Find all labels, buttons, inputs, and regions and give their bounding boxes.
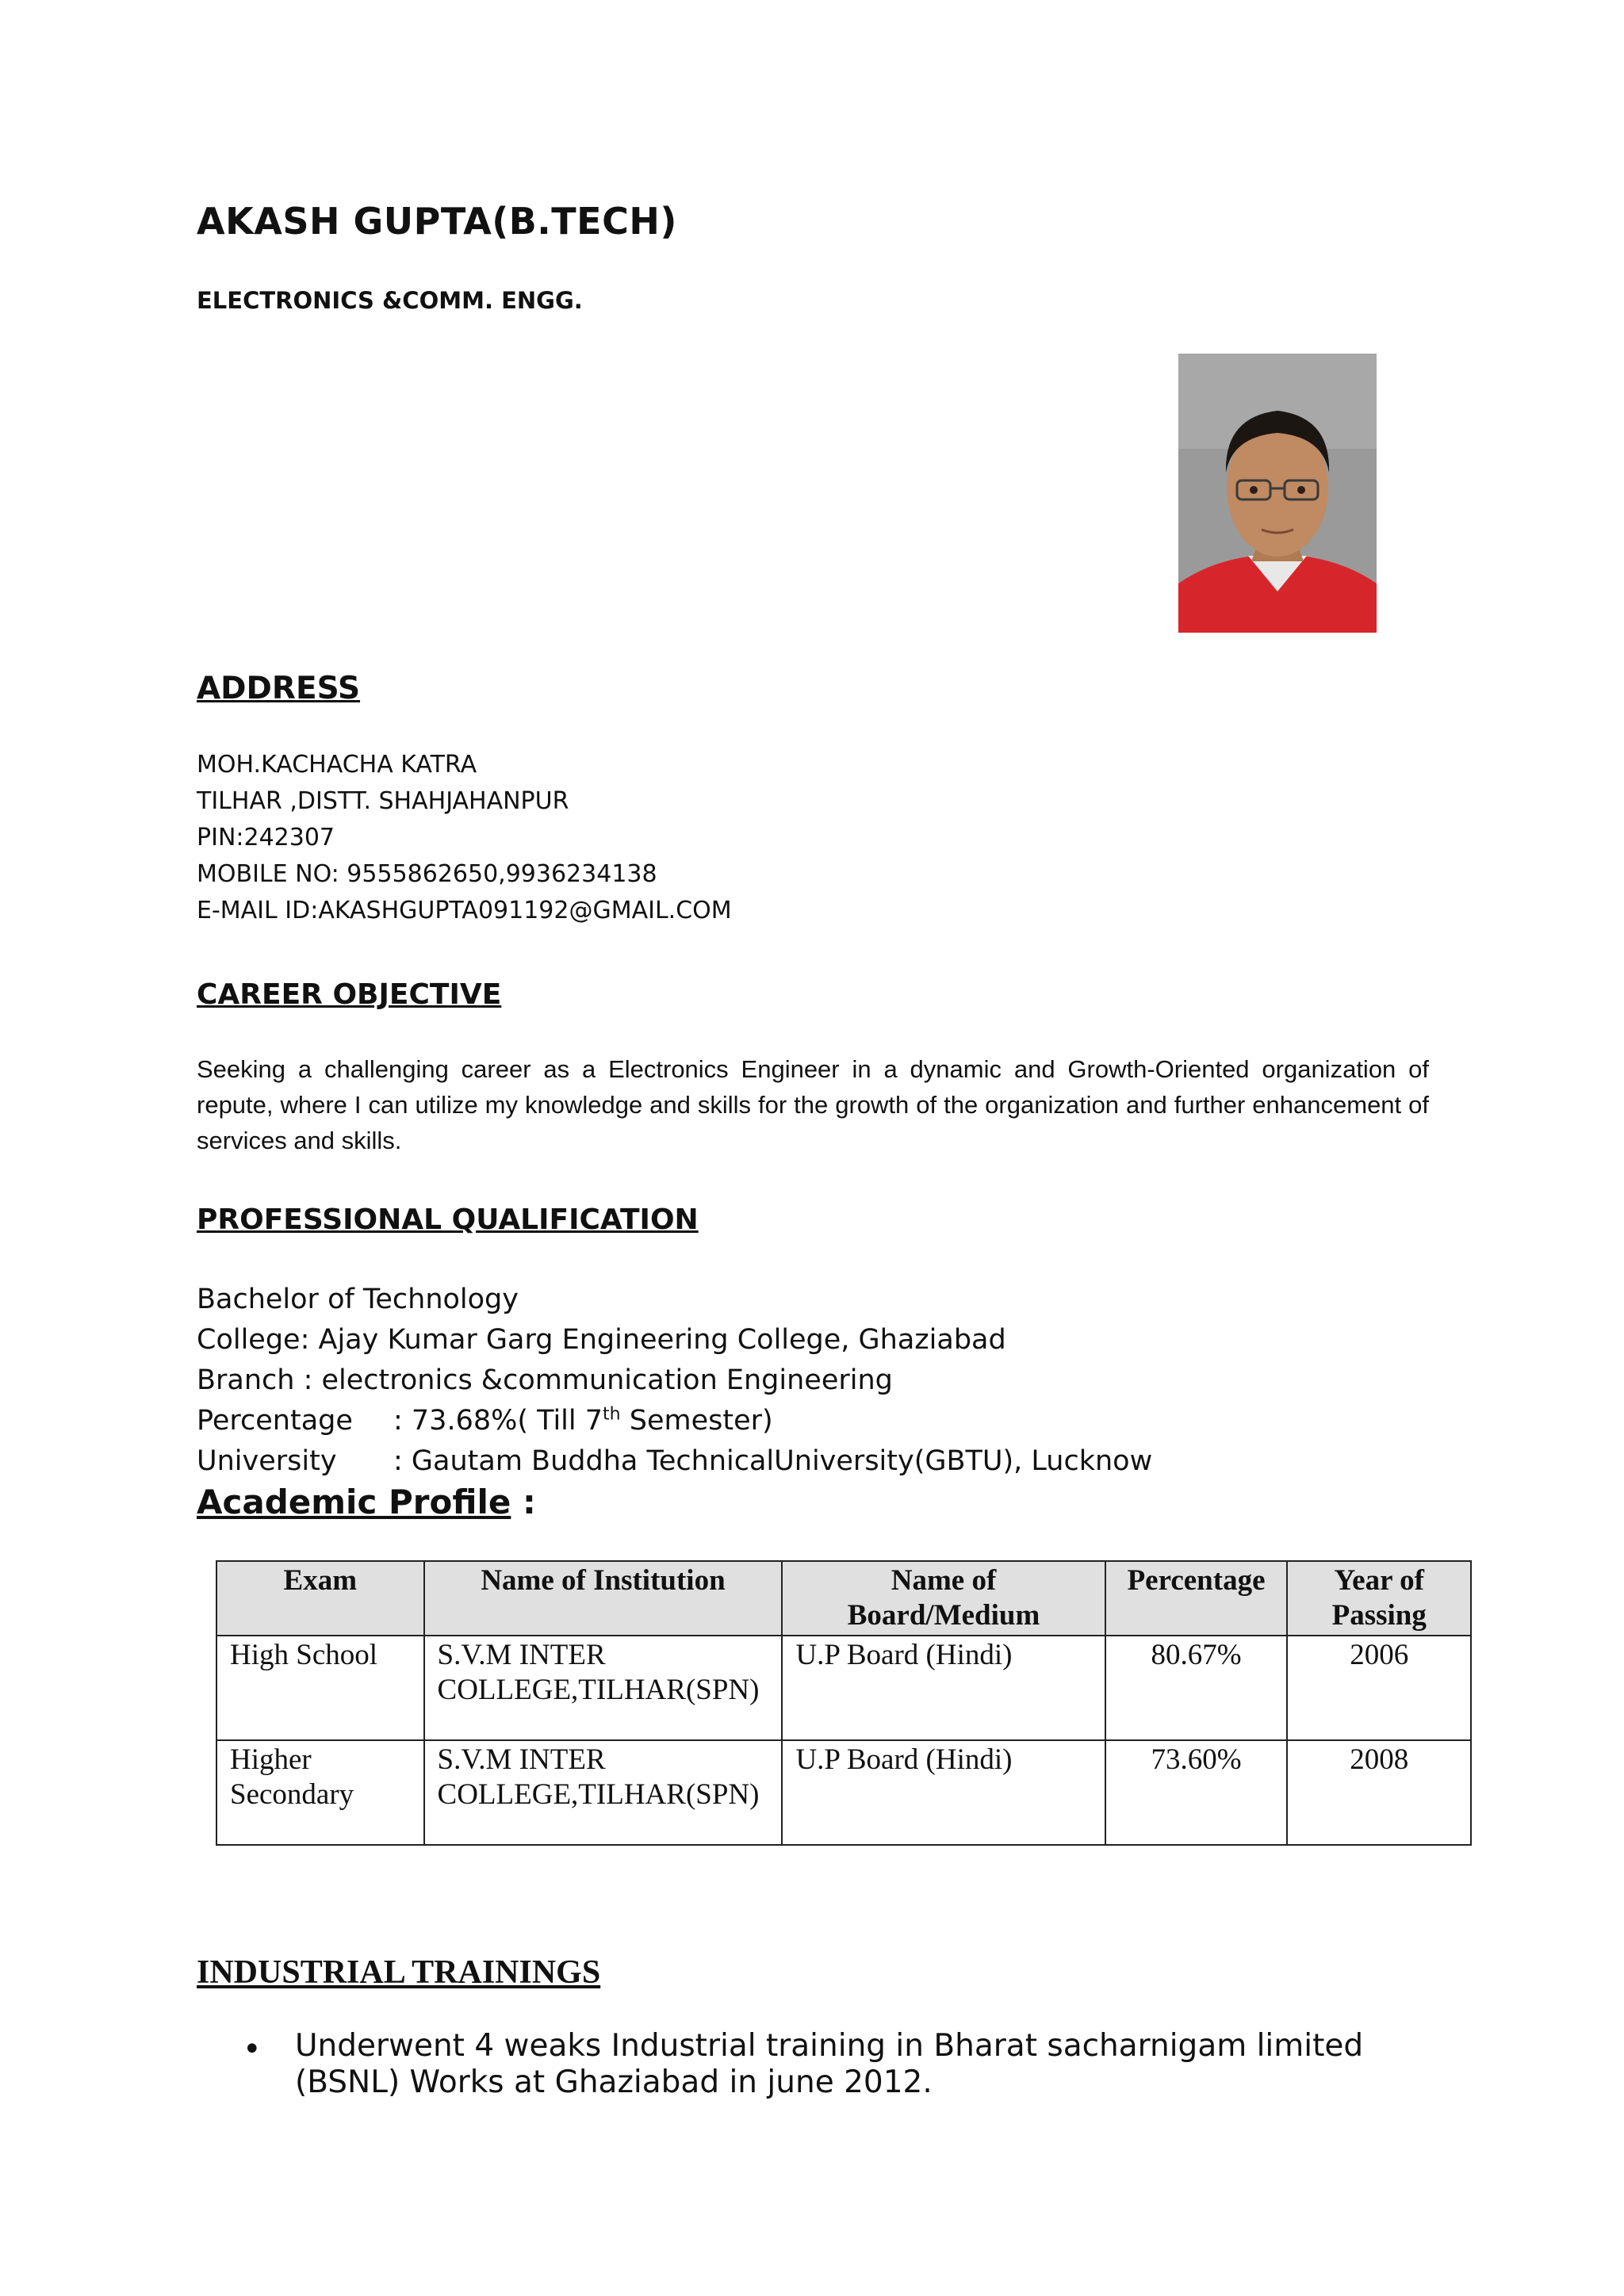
university-row <box>197 1441 1152 1482</box>
address-line: TILHAR ,DISTT. SHAHJAHANPUR <box>197 787 569 815</box>
address-line: PIN:242307 <box>197 824 335 851</box>
college: College: Ajay Kumar Garg Engineering College, Ghaziabad <box>197 1324 1006 1356</box>
address-heading: ADDRESS <box>197 671 361 706</box>
branch: Branch : electronics &communication Engineering <box>197 1364 893 1396</box>
cell-board: U.P Board (Hindi) <box>782 1636 1105 1740</box>
cell-year: 2008 <box>1287 1740 1471 1845</box>
table-row <box>216 1740 1471 1845</box>
cell-year: 2006 <box>1287 1636 1471 1740</box>
superscript: th <box>603 1404 621 1425</box>
training-item-label: Underwent 4 weaks Industrial training in Bharat sacharnigam limited (BSNL) Works at Ghaziabad in june 2012. <box>295 2028 1364 2100</box>
candidate-branch: ELECTRONICS &COMM. ENGG. <box>197 287 583 314</box>
cell-exam: Higher Secondary <box>216 1740 424 1845</box>
cell-exam: High School <box>216 1636 424 1740</box>
career-heading: CAREER OBJECTIVE <box>197 978 502 1011</box>
table-row <box>216 1636 1471 1740</box>
academic-title: Academic Profile <box>197 1483 511 1521</box>
profile-photo <box>1178 354 1377 633</box>
percentage-row <box>197 1401 1152 1441</box>
cell-institution: S.V.M INTER COLLEGE,TILHAR(SPN) <box>424 1636 783 1740</box>
col-header-exam: Exam <box>216 1561 424 1636</box>
academic-table <box>216 1560 1472 1846</box>
candidate-name: AKASH GUPTA(B.TECH) <box>197 200 677 243</box>
col-header-year: Year of Passing <box>1287 1561 1471 1636</box>
cell-percentage: 73.60% <box>1105 1740 1288 1845</box>
col-header-board: Name of Board/Medium <box>782 1561 1105 1636</box>
university-value: : Gautam Buddha TechnicalUniversity(GBTU), Lucknow <box>393 1445 1153 1477</box>
col-header-percentage: Percentage <box>1105 1561 1288 1636</box>
percentage-value: : 73.68%( Till 7 <box>393 1405 603 1437</box>
university-label: University <box>197 1445 337 1477</box>
training-item <box>295 2028 1373 2101</box>
table-header-row <box>216 1561 1471 1636</box>
career-objective-text: Seeking a challenging career as a Electronics Engineer in a dynamic and Growth-Oriented organization of repute, where I can utilize my knowledge and skills for the growth of the organization and further enhancement of services and skills. <box>197 1055 1429 1154</box>
cell-percentage: 80.67% <box>1105 1636 1288 1740</box>
bullet-icon: • <box>243 2031 262 2068</box>
address-block <box>197 747 732 929</box>
academic-heading <box>197 1483 536 1521</box>
qualification-block <box>197 1280 1152 1482</box>
email-line: E-MAIL ID:AKASHGUPTA091192@GMAIL.COM <box>197 897 732 924</box>
cell-board: U.P Board (Hindi) <box>782 1740 1105 1845</box>
mobile-line: MOBILE NO: 9555862650,9936234138 <box>197 860 657 888</box>
cell-institution: S.V.M INTER COLLEGE,TILHAR(SPN) <box>424 1740 783 1845</box>
training-item-text <box>295 2028 1373 2101</box>
degree: Bachelor of Technology <box>197 1284 519 1315</box>
academic-colon: : <box>511 1483 536 1521</box>
col-header-institution: Name of Institution <box>424 1561 783 1636</box>
address-line: MOH.KACHACHA KATRA <box>197 751 477 779</box>
percentage-label: Percentage <box>197 1405 353 1437</box>
training-heading: INDUSTRIAL TRAININGS <box>197 1954 601 1991</box>
percentage-suffix: Semester) <box>620 1405 773 1437</box>
qualification-heading: PROFESSIONAL QUALIFICATION <box>197 1203 699 1236</box>
